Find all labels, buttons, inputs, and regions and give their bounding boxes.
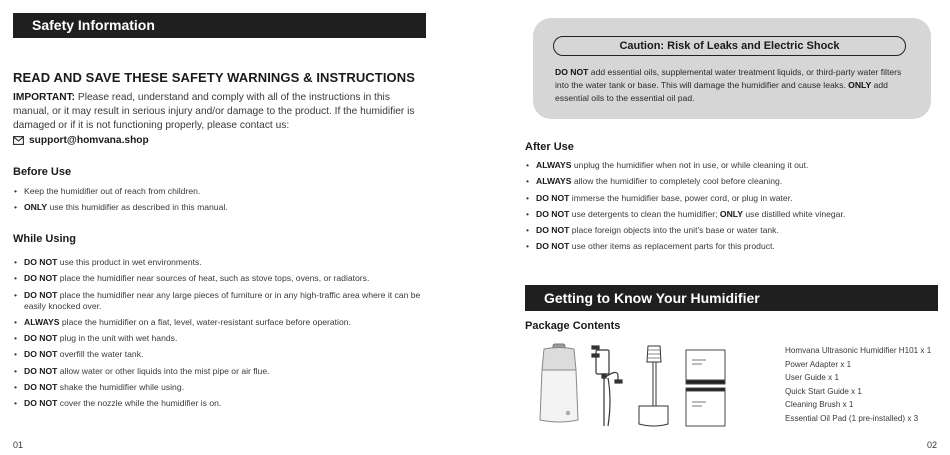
while-using-heading: While Using: [13, 233, 76, 245]
list-item: • DO NOT cover the nozzle while the humidifier is on.: [13, 398, 423, 409]
package-contents-heading: Package Contents: [525, 320, 621, 332]
list-item: • ALWAYS place the humidifier on a flat, level, water-resistant surface before operation.: [13, 317, 423, 328]
while-using-list: [13, 257, 423, 415]
after-use-heading: After Use: [525, 141, 574, 153]
support-email-row: [13, 133, 149, 147]
list-item: • DO NOT use detergents to clean the humidifier; ONLY use distilled white vinegar.: [525, 209, 935, 220]
package-contents-list: [785, 344, 945, 426]
caution-box: [533, 18, 931, 119]
list-item: • DO NOT place foreign objects into the unit's base or water tank.: [525, 225, 935, 236]
package-illustrations: [520, 340, 770, 430]
list-item: • DO NOT immerse the humidifier base, power cord, or plug in water.: [525, 193, 935, 204]
warnings-title: READ AND SAVE THESE SAFETY WARNINGS & INSTRUCTIONS: [13, 70, 416, 85]
support-email[interactable]: support@homvana.shop: [29, 134, 149, 146]
important-label: IMPORTANT:: [13, 92, 76, 103]
list-item: • Keep the humidifier out of reach from children.: [13, 186, 423, 197]
important-paragraph: [13, 91, 418, 133]
humidifier-icon: [540, 344, 578, 422]
safety-information-title: Safety Information: [32, 17, 155, 33]
list-item: Cleaning Brush x 1: [785, 400, 854, 410]
list-item: • ALWAYS unplug the humidifier when not in use, or while cleaning it out.: [525, 160, 935, 171]
before-use-heading: Before Use: [13, 166, 72, 178]
list-item: User Guide x 1: [785, 373, 839, 383]
caution-text: DO NOT add essential oils, supplemental water treatment liquids, or third-party water filters into the water tank or base. This will damage the humidifier and cause leaks. ONLY add essential oils to the essential oil pad.: [555, 67, 902, 103]
list-item: • DO NOT use other items as replacement parts for this product.: [525, 241, 935, 252]
list-item: Essential Oil Pad (1 pre-installed) x 3: [785, 413, 919, 423]
list-item: • DO NOT place the humidifier near sources of heat, such as stove tops, ovens, or radiators.: [13, 273, 423, 284]
list-item: • DO NOT overfill the water tank.: [13, 349, 423, 360]
list-item: Homvana Ultrasonic Humidifier H101 x 1: [785, 346, 932, 355]
user-guide-icon: [686, 350, 725, 384]
quick-start-guide-icon: [686, 388, 725, 426]
safety-information-header: [13, 13, 426, 38]
right-page: [475, 0, 950, 455]
list-item: • DO NOT use this product in wet environments.: [13, 257, 423, 268]
page-number-right: 02: [927, 440, 938, 450]
list-item: • ALWAYS allow the humidifier to completely cool before cleaning.: [525, 176, 935, 187]
list-item: Power Adapter x 1: [785, 359, 852, 369]
power-adapter-icon: [592, 346, 622, 426]
mail-icon: [13, 136, 24, 145]
list-item: • DO NOT plug in the unit with wet hands.: [13, 333, 423, 344]
important-text: Please read, understand and comply with all of the instructions in this manual, or it may result in serious injury and/or damage to the product. If the humidifier is damaged or if it is not functioning properly, please contact us:: [13, 92, 415, 131]
getting-to-know-header: [525, 285, 938, 311]
list-item: • DO NOT shake the humidifier while using.: [13, 382, 423, 393]
list-item: • DO NOT allow water or other liquids into the mist pipe or air flue.: [13, 366, 423, 377]
before-use-list: [13, 186, 423, 219]
caution-title: Caution: Risk of Leaks and Electric Shock: [553, 36, 906, 56]
after-use-list: [525, 160, 935, 258]
cleaning-brush-icon: [639, 346, 668, 426]
list-item: • DO NOT place the humidifier near any large pieces of furniture or in any high-traffic area where it can be easily knocked over.: [13, 290, 423, 312]
list-item: • ONLY use this humidifier as described in this manual.: [13, 202, 423, 213]
list-item: Quick Start Guide x 1: [785, 386, 862, 396]
getting-to-know-title: Getting to Know Your Humidifier: [544, 290, 760, 306]
page-number-left: 01: [13, 440, 24, 450]
